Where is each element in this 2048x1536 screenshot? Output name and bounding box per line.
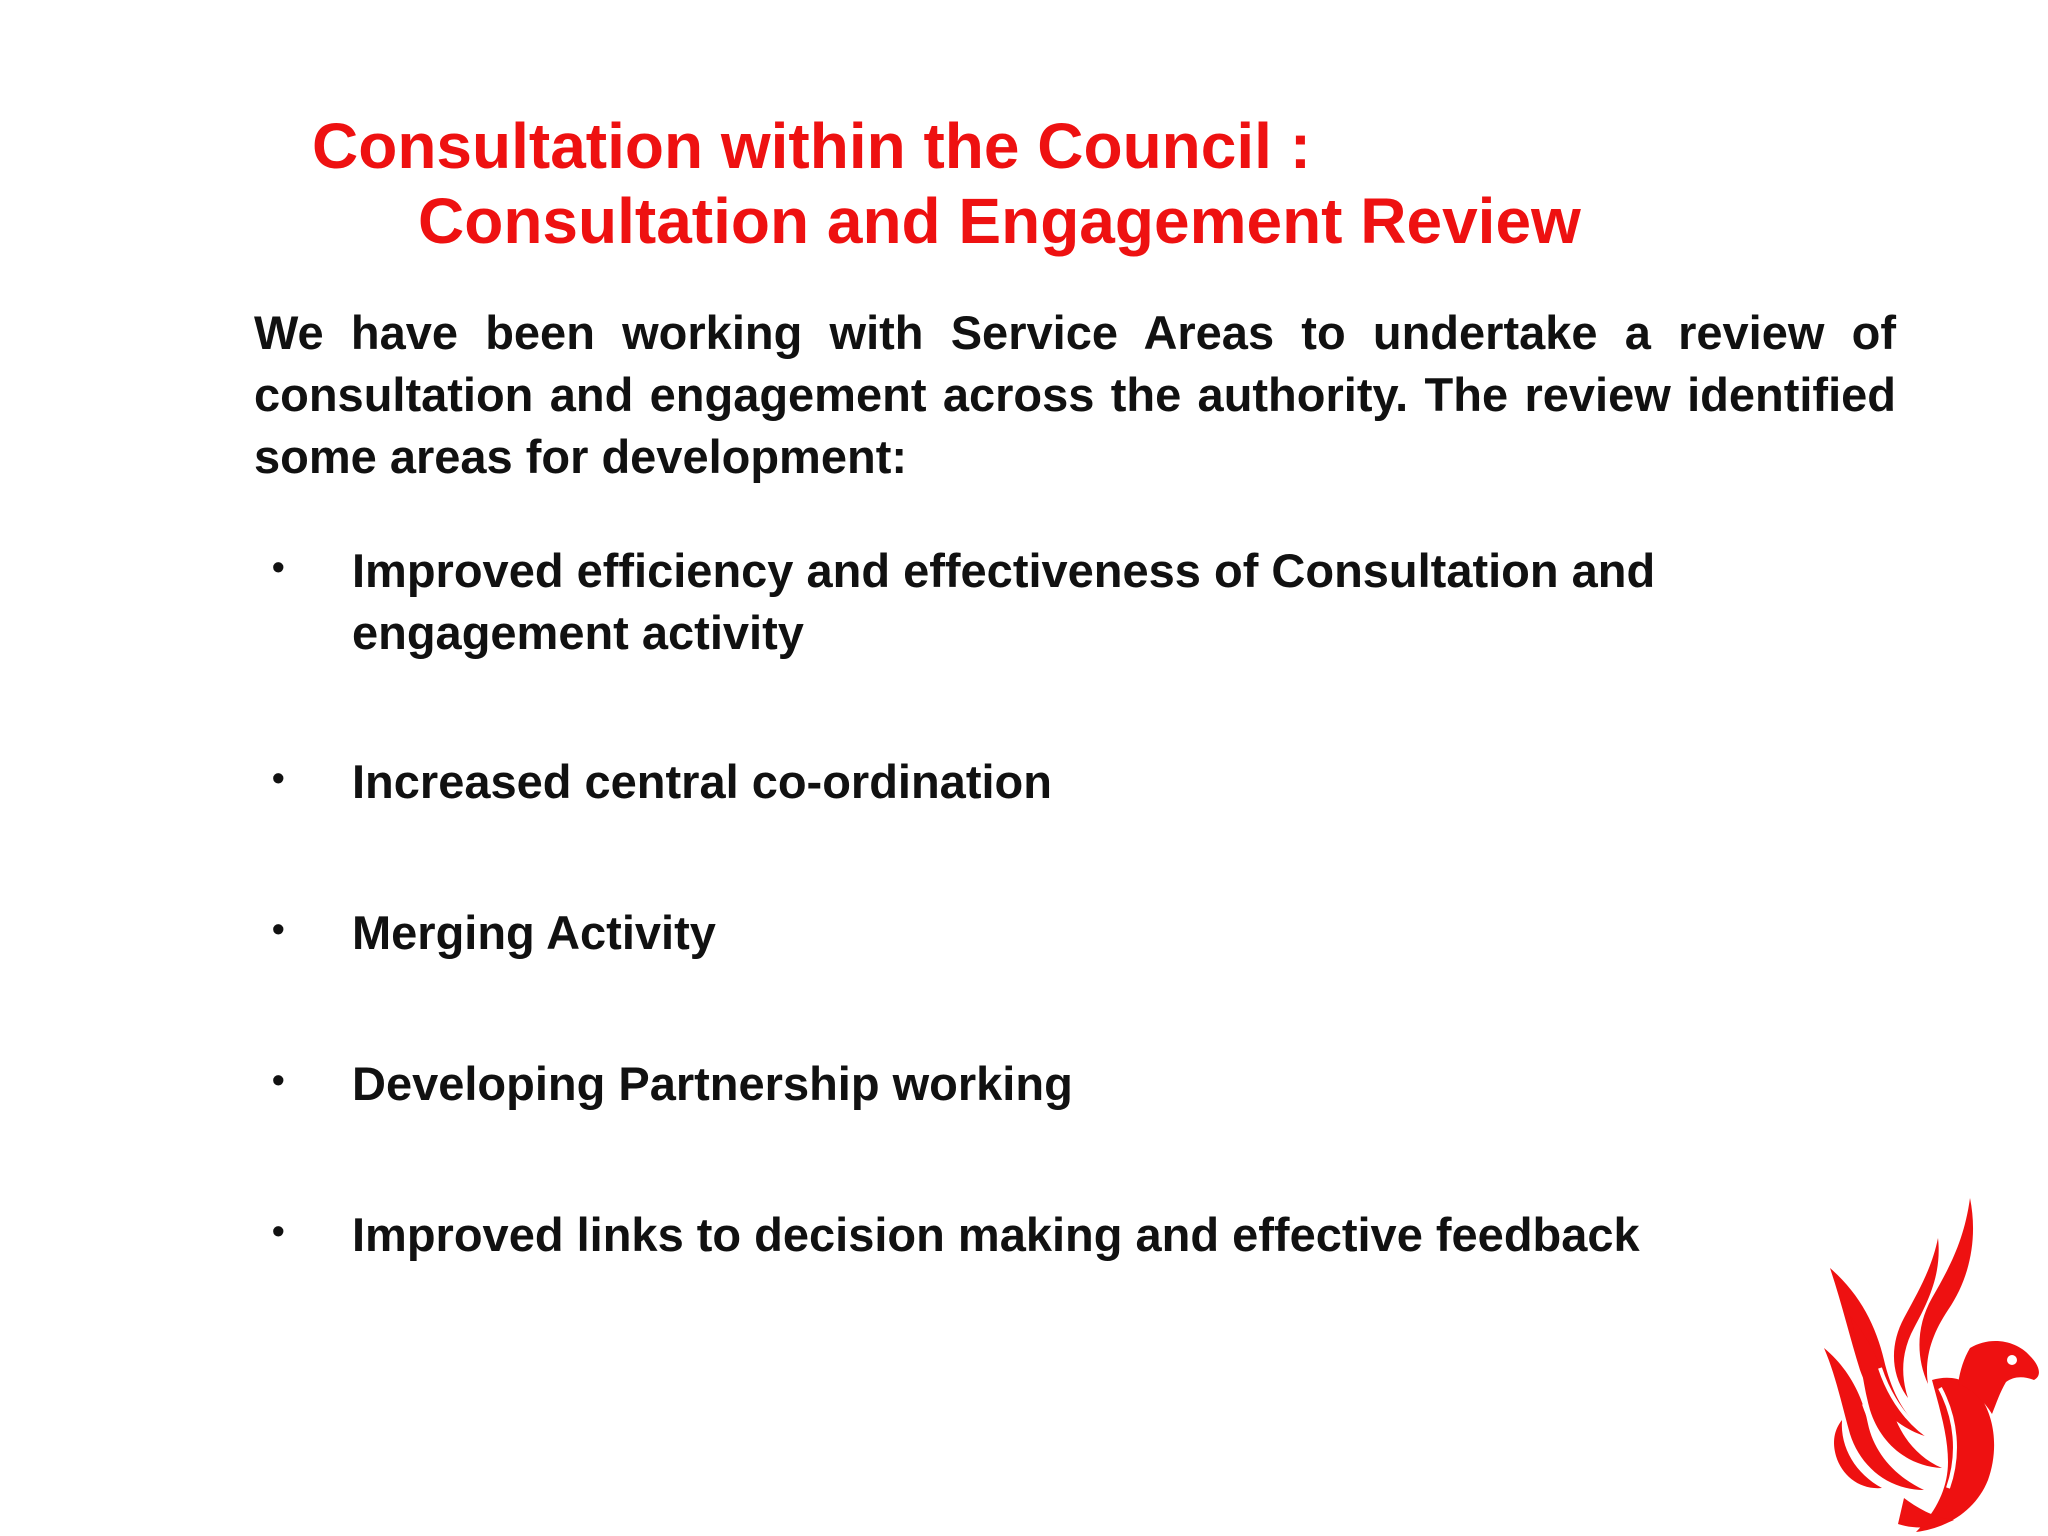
title-line-2: Consultation and Engagement Review [418, 185, 1581, 257]
bullet-text: Improved efficiency and effectiveness of Consultation and engagement activity [352, 544, 1656, 659]
phoenix-logo-icon [1820, 1198, 2042, 1532]
bullet-text: Merging Activity [352, 906, 716, 959]
bullet-text: Developing Partnership working [352, 1057, 1073, 1110]
bullet-icon: • [272, 1210, 285, 1251]
bullet-icon: • [272, 546, 285, 587]
title-line-1: Consultation within the Council : [312, 110, 1311, 182]
bullet-icon: • [272, 1059, 285, 1100]
bullet-text: Improved links to decision making and effective feedback [352, 1208, 1640, 1261]
bullet-text: Increased central co-ordination [352, 755, 1052, 808]
intro-paragraph: We have been working with Service Areas to undertake a review of consultation and engagement across the authority. The review identified some areas for development: [254, 306, 1896, 483]
bullet-icon: • [272, 757, 285, 798]
bullet-icon: • [272, 908, 285, 949]
